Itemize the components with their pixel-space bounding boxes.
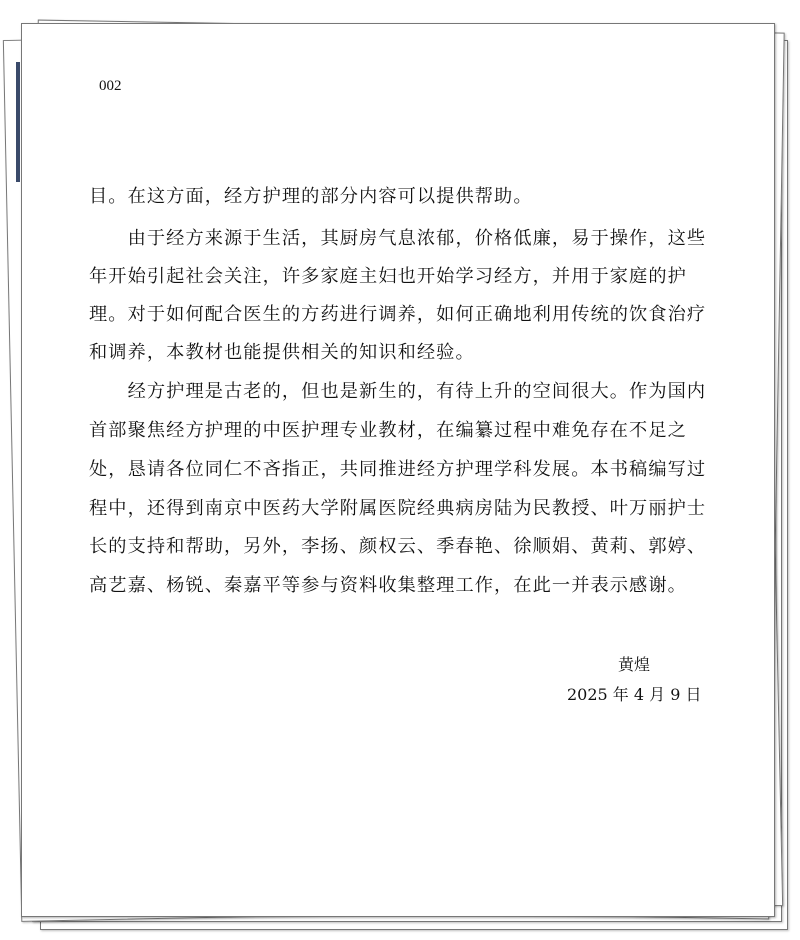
text-line: 高艺嘉、杨锐、秦嘉平等参与资料收集整理工作，在此一并表示感谢。	[89, 575, 687, 596]
text-line: 年开始引起社会关注，许多家庭主妇也开始学习经方，并用于家庭的护	[89, 266, 687, 287]
text-line: 目。在这方面，经方护理的部分内容可以提供帮助。	[89, 186, 533, 207]
document-page	[21, 23, 775, 917]
cover-edge	[16, 62, 20, 182]
text-line: 和调养，本教材也能提供相关的知识和经验。	[89, 342, 475, 363]
text-line: 由于经方来源于生活，其厨房气息浓郁，价格低廉，易于操作，这些	[89, 228, 707, 249]
text-line: 经方护理是古老的，但也是新生的，有待上升的空间很大。作为国内	[89, 381, 707, 402]
text-line: 处，恳请各位同仁不吝指正，共同推进经方护理学科发展。本书稿编写过	[89, 459, 707, 480]
signature-date: 2025 年 4 月 9 日	[567, 685, 702, 704]
text-line: 程中，还得到南京中医药大学附属医院经典病房陆为民教授、叶万丽护士	[89, 498, 707, 519]
text-line: 长的支持和帮助，另外，李扬、颜权云、季春艳、徐顺娟、黄莉、郭婷、	[89, 536, 707, 557]
text-line: 首部聚焦经方护理的中医护理专业教材，在编纂过程中难免存在不足之	[89, 420, 687, 441]
signature-author: 黄煌	[618, 655, 651, 674]
page-number: 002	[99, 78, 122, 94]
text-line: 理。对于如何配合医生的方药进行调养，如何正确地利用传统的饮食治疗	[89, 304, 707, 325]
